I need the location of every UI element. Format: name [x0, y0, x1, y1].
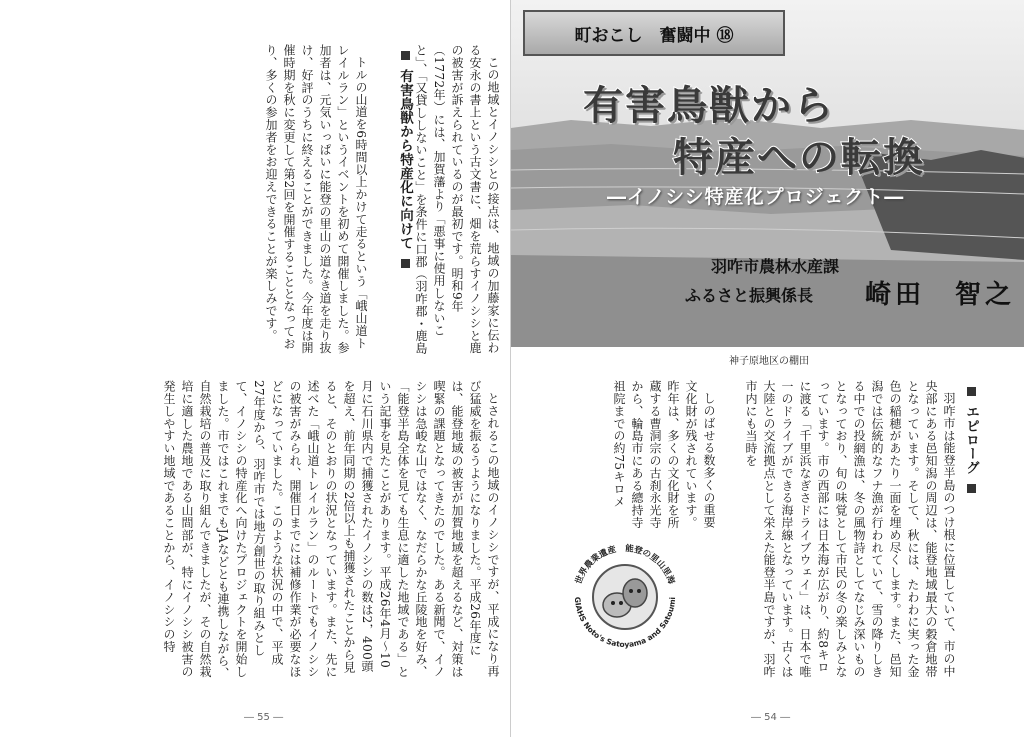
series-banner: 町おこし 奮闘中 ⑱	[523, 10, 785, 56]
section-heading-tokusan: 有害鳥獣から特産化に向けて	[396, 47, 414, 353]
left-page	[0, 0, 510, 737]
square-bullet-icon	[967, 387, 976, 396]
epilogue-text-2: しのばせる数多くの重要文化財が残されています。昨年は、多くの文化財を所蔵する曹洞宗の古刹永光寺から、輪島市にある總持寺祖院までの約75キロメ	[612, 380, 716, 529]
left-upper-column-2	[414, 44, 502, 356]
square-bullet-icon	[401, 51, 410, 60]
left-heading-column	[374, 44, 414, 356]
epilogue-short-column	[562, 380, 718, 530]
photo-caption: 神子原地区の棚田	[729, 356, 809, 367]
title-line-1: 有害鳥獣から	[583, 83, 835, 129]
square-bullet-icon	[401, 259, 410, 268]
square-bullet-icon	[967, 484, 976, 493]
author-role: ふるさと振興係長	[685, 286, 814, 305]
left-lower-text: とされるこの地域のイノシシですが、平成になり再び猛威を振るうようになりました。平成26年度には、能登地域の被害が加賀地域を超えるなど、対策は喫緊の課題となってきたのでした。ある新聞で、イノシシは急峻な山ではなく、なだらかな丘陵地を好み、「能登半島全体を見ても生息に適した地域である」という記事を見たことがあります。平成26年4月～10月に石川県内で捕獲されたイノシシの数は2，400頭を超え、前年同期の2倍以上も捕獲されたことから見ると、そのとおりの状況となっています。また、先に述べた「峨山道トレイルラン」のルートでもイノシシの被害がみられ、開催日までには補修作業が必要なほどになっていました。このような状況の中で、平成27年度から、羽咋市では地方創世の取り組みとして、イノシシの特産化へ向けたプロジェクトを開始しました。市ではこれまでもJAなどとも連携しながら、自然栽培の普及に取り組んできましたが、その自然栽培に適した農地である山間部が、特にイノシシ被害の発生しやすい地域であることから、イノシシの特	[162, 380, 500, 680]
epilogue-text: 羽咋市は能登半島のつけ根に位置していて、市の中央部にある邑知潟の周辺は、能登地域最大の穀倉地帯となっています。そして、秋には、たわわに実った金色の稲穂があたり一面を埋め尽くします。また、邑知潟では伝統的なフナ漁が行われていて、雪の降りしきる中での投網漁は、冬の風物詩としてなじみ深いものとなっており、旬の味覚として市民の冬の楽しみとなっています。市の西部には日本海が広がり、約8キロに渡る「千里浜なぎさドライブウェイ」は、日本で唯一のドライブができる海岸線となっています。古くは大陸との交流拠点として栄えた能登半島ですが、羽咋市内にも当時を	[744, 380, 956, 678]
left-upper-text-2: この地域とイノシシとの接点は、地域の加藤家に伝わる安永の書上という古文書に、畑を荒らすイノシシと鹿の被害が訴えられているのが最初です。明和9年（1772年）には、加賀藩より「悪事に使用しないこと」、「又貸ししないこと」を条件に口郡（羽咋郡・鹿島	[414, 44, 500, 355]
hero-photo	[511, 0, 1024, 347]
left-lower-column	[32, 380, 502, 680]
epilogue-column	[980, 380, 1016, 680]
svg-text:GIAHS Noto's Satoyama and Sato: GIAHS Noto's Satoyama and Satoumi	[572, 596, 678, 650]
page-number-left: ― 55 ―	[244, 712, 284, 723]
page-number-right: ― 54 ―	[751, 712, 791, 723]
svg-text:世界農業遺産 能登の里山里海: 世界農業遺産 能登の里山里海	[573, 543, 677, 586]
right-page	[510, 0, 1024, 737]
epilogue-main-column	[718, 380, 958, 680]
title-line-2: 特産への転換	[673, 135, 925, 181]
left-upper-text: トルの山道を6時間以上かけて走るという「峨山道トレイルラン」というイベントを初めて開催しました。参加者は、元気いっぱいに能登の里山の道なき道を走り抜け、好評のうちに終えることができました。今年度は開催時期を秋に変更して第2回を開催することとなっており、多くの参加者をお迎えできることが楽しみです。	[264, 44, 368, 354]
subtitle: ―イノシシ特産化プロジェクト―	[607, 186, 905, 208]
epilogue-heading-column	[958, 380, 980, 680]
left-upper-column	[14, 44, 370, 356]
author-name: 崎田 智之	[865, 280, 1016, 310]
author-department: 羽咋市農林水産課	[711, 257, 840, 276]
giahs-logo	[565, 535, 685, 655]
section-heading-epilogue: エピローグ	[962, 383, 980, 677]
